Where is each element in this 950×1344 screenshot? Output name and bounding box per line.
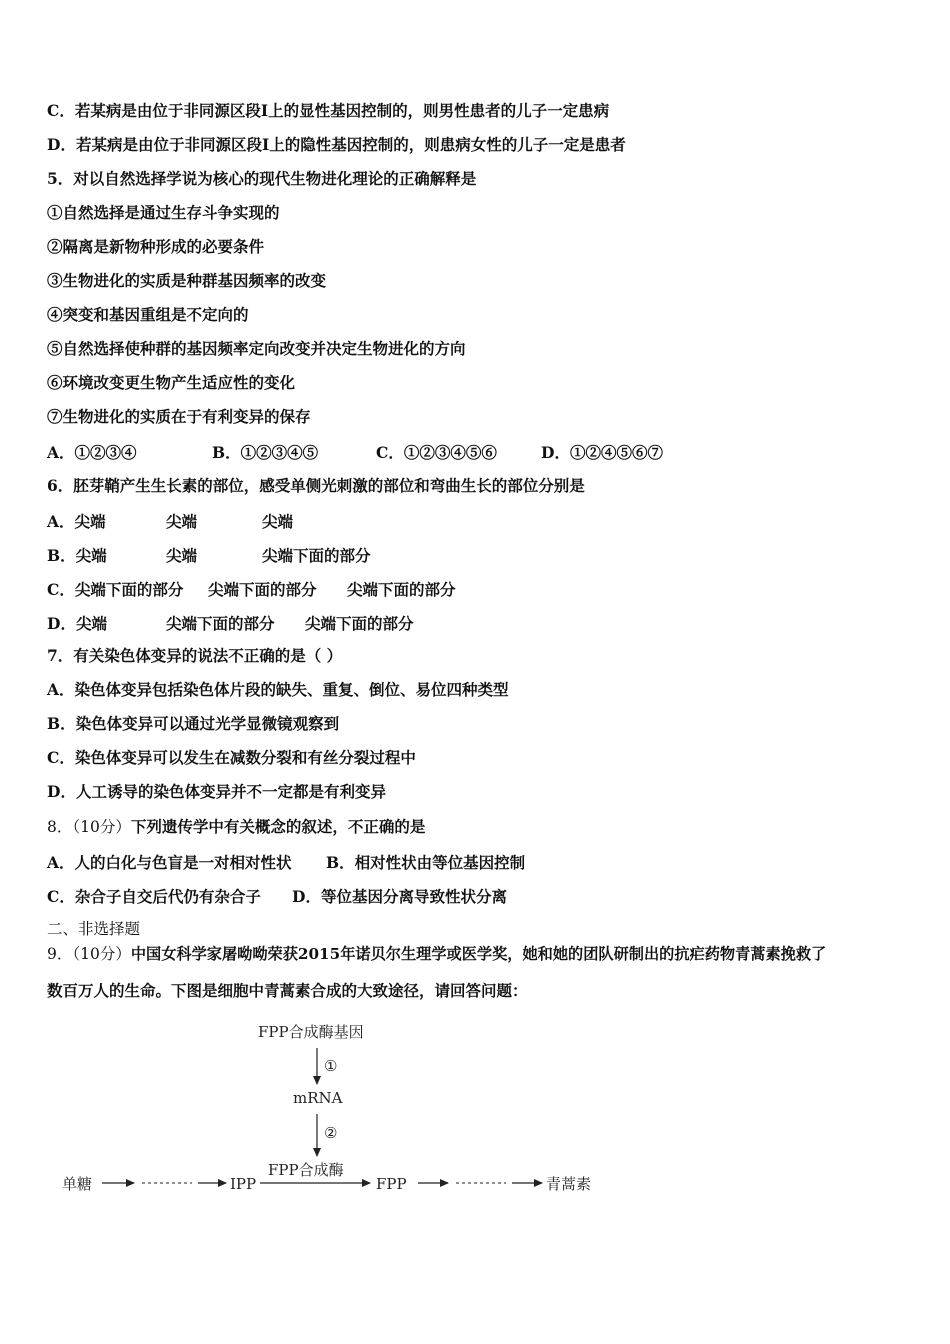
question-text: 下列遗传学中有关概念的叙述，不正确的是 bbox=[130, 817, 426, 836]
q6-option-b: B．尖端 bbox=[47, 546, 107, 565]
question-score: （10分） bbox=[72, 945, 131, 963]
mrna-label: mRNA bbox=[293, 1089, 343, 1107]
q6-option-c-col3: 尖端下面的部分 bbox=[347, 580, 456, 599]
q7-option-c: C．染色体变异可以发生在减数分裂和有丝分裂过程中 bbox=[47, 748, 416, 767]
q6-stem: 6．胚芽鞘产生生长素的部位，感受单侧光刺激的部位和弯曲生长的部位分别是 bbox=[47, 476, 585, 495]
option-letter: D． bbox=[47, 135, 76, 154]
q5-item-7: ⑦生物进化的实质在于有利变异的保存 bbox=[47, 407, 311, 426]
step-2-label: ② bbox=[324, 1124, 338, 1142]
option-text: 若某病是由位于非同源区段Ⅰ上的显性基因控制的，则男性患者的儿子一定患病 bbox=[74, 101, 610, 120]
option-letter: C． bbox=[47, 101, 75, 120]
q5-option-d: D．①②④⑤⑥⑦ bbox=[541, 443, 663, 462]
q6-option-a-col2: 尖端 bbox=[166, 512, 198, 531]
q9-line-2: 数百万人的生命。下图是细胞中青蒿素合成的大致途径，请回答问题： bbox=[47, 981, 528, 1000]
q6-option-b-col2: 尖端 bbox=[166, 546, 198, 565]
q6-option-a-col3: 尖端 bbox=[262, 512, 294, 531]
artemisinin-pathway-diagram bbox=[40, 1010, 620, 1210]
gene-label: FPP合成酶基因 bbox=[258, 1023, 364, 1041]
q9-line-1 bbox=[47, 944, 907, 964]
q6-option-a: A．尖端 bbox=[47, 512, 106, 531]
question-score: （10分） bbox=[72, 818, 131, 836]
q8-option-d: D．等位基因分离导致性状分离 bbox=[292, 887, 507, 906]
q8-stem bbox=[47, 817, 425, 837]
q7-option-a: A．染色体变异包括染色体片段的缺失、重复、倒位、易位四种类型 bbox=[47, 680, 509, 699]
q7-option-b: B．染色体变异可以通过光学显微镜观察到 bbox=[47, 714, 340, 733]
q5-stem: 5．对以自然选择学说为核心的现代生物进化理论的正确解释是 bbox=[47, 169, 477, 188]
q5-option-b: B．①②③④⑤ bbox=[212, 443, 319, 462]
q6-option-c: C．尖端下面的部分 bbox=[47, 580, 184, 599]
q5-option-c: C．①②③④⑤⑥ bbox=[376, 443, 497, 462]
q6-option-b-col3: 尖端下面的部分 bbox=[262, 546, 371, 565]
step-1-label: ① bbox=[324, 1057, 338, 1075]
q5-item-3: ③生物进化的实质是种群基因频率的改变 bbox=[47, 271, 327, 290]
q5-item-1: ①自然选择是通过生存斗争实现的 bbox=[47, 203, 280, 222]
sugar-label: 单糖 bbox=[62, 1175, 93, 1193]
q4-option-c bbox=[47, 101, 609, 121]
q6-option-c-col2: 尖端下面的部分 bbox=[208, 580, 317, 599]
q5-item-6: ⑥环境改变更生物产生适应性的变化 bbox=[47, 373, 296, 392]
product-label: 青蒿素 bbox=[546, 1175, 592, 1193]
q4-option-d bbox=[47, 135, 626, 155]
ipp-label: IPP bbox=[230, 1175, 257, 1193]
q8-option-a: A．人的白化与色盲是一对相对性状 bbox=[47, 853, 292, 872]
q5-item-5: ⑤自然选择使种群的基因频率定向改变并决定生物进化的方向 bbox=[47, 339, 466, 358]
q7-option-d: D．人工诱导的染色体变异并不一定都是有利变异 bbox=[47, 782, 386, 801]
q5-option-a: A．①②③④ bbox=[47, 443, 137, 462]
q6-option-d-col2: 尖端下面的部分 bbox=[166, 614, 275, 633]
section-heading: 二、非选择题 bbox=[47, 920, 141, 938]
q6-option-d-col3: 尖端下面的部分 bbox=[305, 614, 414, 633]
fpp-label: FPP bbox=[376, 1175, 407, 1193]
q5-item-2: ②隔离是新物种形成的必要条件 bbox=[47, 237, 265, 256]
question-number: 9． bbox=[47, 945, 73, 963]
q7-stem: 7．有关染色体变异的说法不正确的是（ ） bbox=[47, 646, 343, 665]
q6-option-d: D．尖端 bbox=[47, 614, 107, 633]
q5-item-4: ④突变和基因重组是不定向的 bbox=[47, 305, 249, 324]
enzyme-label: FPP合成酶 bbox=[268, 1161, 344, 1179]
q8-option-b: B．相对性状由等位基因控制 bbox=[326, 853, 526, 872]
q8-option-c: C．杂合子自交后代仍有杂合子 bbox=[47, 887, 261, 906]
option-text: 若某病是由位于非同源区段Ⅰ上的隐性基因控制的，则患病女性的儿子一定是患者 bbox=[75, 135, 626, 154]
question-number: 8． bbox=[47, 818, 73, 836]
question-text-1: 中国女科学家屠呦呦荣获2015年诺贝尔生理学或医学奖，她和她的团队研制出的抗疟药物青蒿素挽救了 bbox=[130, 945, 827, 963]
